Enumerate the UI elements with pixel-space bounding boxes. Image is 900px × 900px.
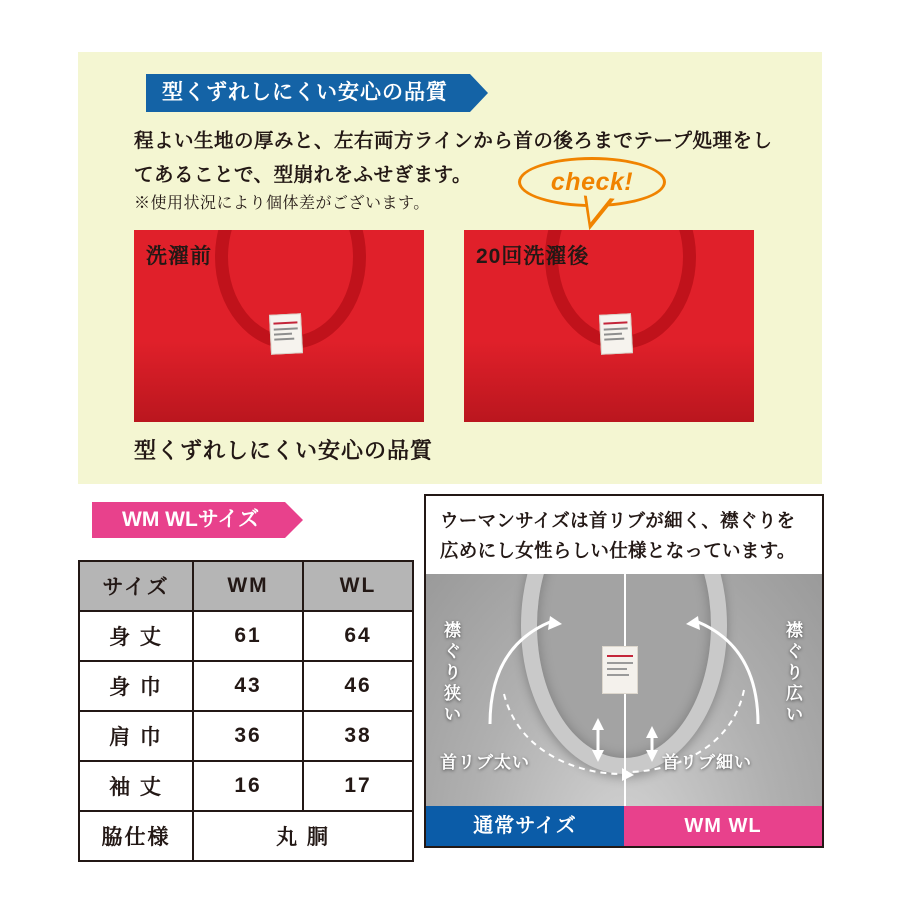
row-wl-value: 17	[303, 761, 413, 811]
label-wide-neckline: 襟ぐり広い	[786, 621, 804, 724]
table-row	[79, 711, 413, 761]
row-label: 脇仕様	[79, 811, 193, 861]
size-ribbon-heading: WM WLサイズ	[92, 502, 285, 538]
footer-wm-wl-size: WM WL	[624, 806, 822, 846]
label-thick-rib: 首リブ太い	[440, 753, 530, 772]
photo-after-wash-label: 20回洗濯後	[476, 245, 590, 268]
header-wl: WL	[303, 561, 413, 611]
row-wl-value: 46	[303, 661, 413, 711]
neck-label-tag	[599, 314, 633, 356]
neck-label-tag	[602, 646, 638, 694]
row-label: 身 巾	[79, 661, 193, 711]
check-callout	[518, 157, 666, 209]
table-row-side-spec	[79, 811, 413, 861]
row-wm-value: 36	[193, 711, 303, 761]
row-label: 袖 丈	[79, 761, 193, 811]
neck-comparison-photo	[426, 574, 822, 806]
row-label: 肩 巾	[79, 711, 193, 761]
table-row	[79, 661, 413, 711]
row-label: 身 丈	[79, 611, 193, 661]
quality-note-text: ※使用状況により個体差がございます。	[134, 195, 430, 212]
photo-before-wash-label: 洗濯前	[146, 245, 212, 268]
photo-after-wash	[464, 230, 754, 422]
neck-footer-bar	[426, 806, 822, 846]
photo-before-wash	[134, 230, 424, 422]
row-side-spec-value: 丸 胴	[193, 811, 413, 861]
table-row	[79, 761, 413, 811]
row-wl-value: 64	[303, 611, 413, 661]
neck-label-tag	[269, 314, 303, 356]
table-header-row	[79, 561, 413, 611]
row-wm-value: 16	[193, 761, 303, 811]
quality-body-text: 程よい生地の厚みと、左右両方ラインから首の後ろまでテープ処理をしてあることで、型崩れをふせぎます。	[134, 130, 773, 186]
check-callout-label: check!	[550, 168, 634, 196]
quality-ribbon-heading: 型くずれしにくい安心の品質	[146, 74, 470, 112]
neck-description: ウーマンサイズは首リブが細く、襟ぐりを広めにし女性らしい仕様となっています。	[440, 510, 796, 561]
header-wm: WM	[193, 561, 303, 611]
table-row	[79, 611, 413, 661]
row-wm-value: 61	[193, 611, 303, 661]
footer-normal-size: 通常サイズ	[426, 806, 624, 846]
quality-panel	[78, 52, 822, 484]
row-wl-value: 38	[303, 711, 413, 761]
row-wm-value: 43	[193, 661, 303, 711]
header-size: サイズ	[79, 561, 193, 611]
quality-bottom-caption: 型くずれしにくい安心の品質	[134, 438, 434, 463]
neck-comparison-panel	[424, 494, 824, 848]
size-table	[78, 560, 414, 862]
label-thin-rib: 首リブ細い	[662, 753, 752, 772]
label-narrow-neckline: 襟ぐり狭い	[444, 621, 462, 724]
